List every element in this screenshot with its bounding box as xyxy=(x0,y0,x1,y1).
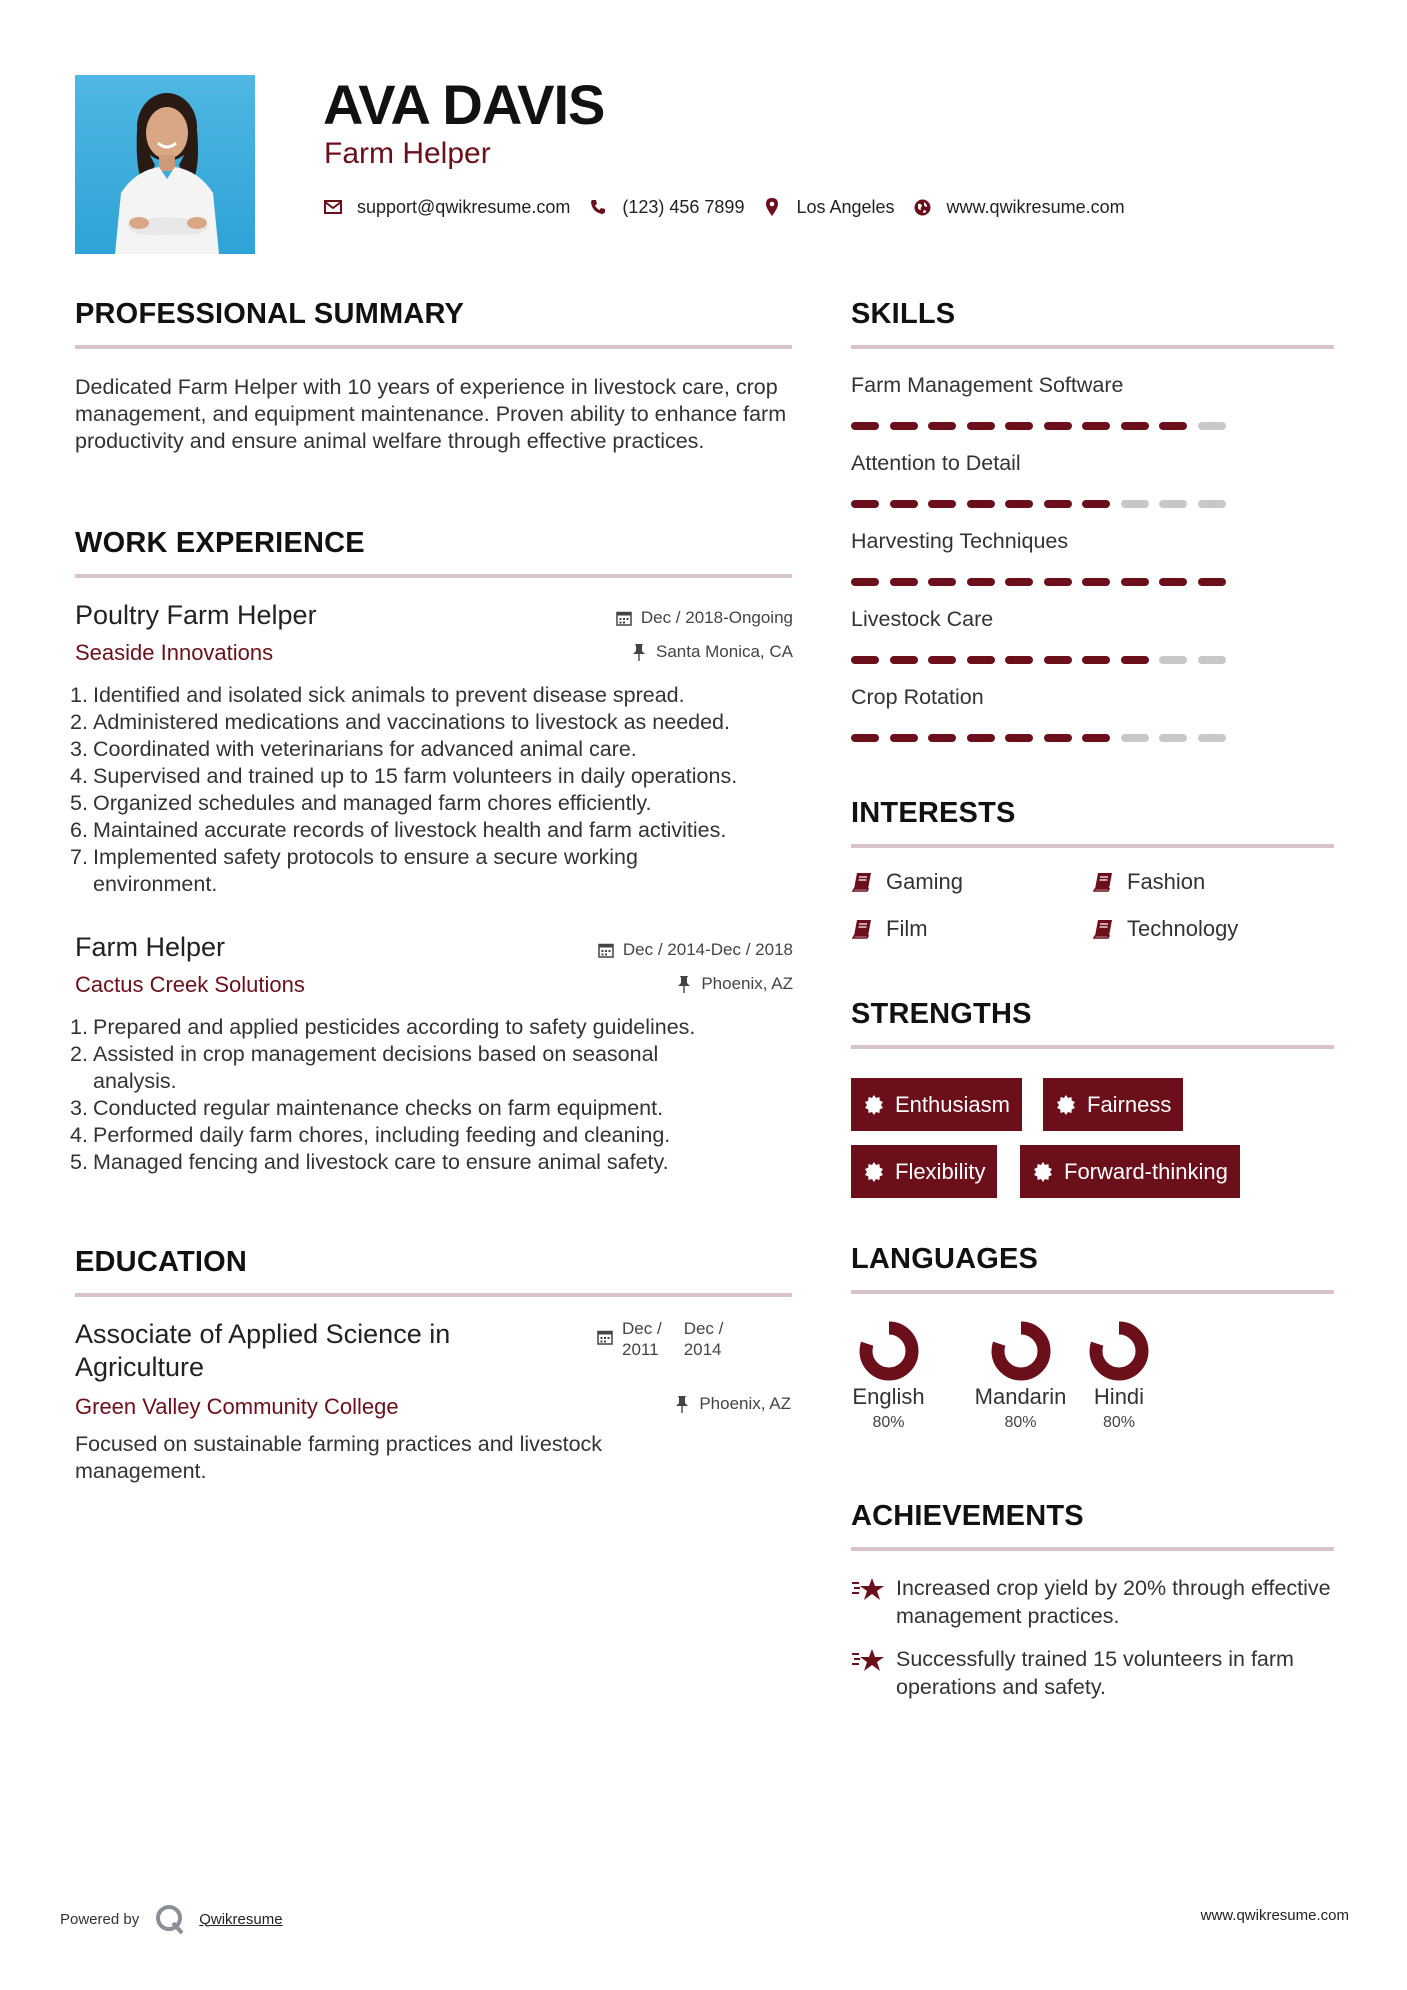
job-date xyxy=(615,608,793,628)
skill-name: Attention to Detail xyxy=(851,451,1021,475)
skill-segment-filled xyxy=(851,422,879,430)
interest-item: Technology xyxy=(1092,916,1238,942)
experience-heading: WORK EXPERIENCE xyxy=(75,527,365,559)
bullet-item: 2. Administered medications and vaccinations to livestock as needed. xyxy=(70,710,730,734)
job-title: Poultry Farm Helper xyxy=(75,600,317,630)
skill-segment-filled xyxy=(928,500,956,508)
skill-segment-empty xyxy=(1159,500,1187,508)
contact-website[interactable] xyxy=(913,197,1125,218)
pushpin-icon xyxy=(675,975,693,993)
bullet-item: 3. Coordinated with veterinarians for advanced animal care. xyxy=(70,737,637,761)
footer-website[interactable]: www.qwikresume.com xyxy=(1200,1907,1349,1924)
interests-divider xyxy=(851,844,1334,848)
skill-segment-filled xyxy=(1044,734,1072,742)
language-item: English 80% xyxy=(851,1320,926,1432)
summary-divider xyxy=(75,345,792,349)
bullet-item: 2. Assisted in crop management decisions based on seasonal analysis. xyxy=(70,1042,659,1093)
contact-phone[interactable] xyxy=(588,197,744,218)
skill-name: Crop Rotation xyxy=(851,685,984,709)
skill-segment-filled xyxy=(1044,500,1072,508)
pushpin-icon xyxy=(673,1395,691,1413)
skill-segment-filled xyxy=(890,578,918,586)
achievement-item: Increased crop yield by 20% through effective management practices. xyxy=(851,1574,1341,1630)
bullet-item: 7. Implemented safety protocols to ensure a secure working environment. xyxy=(70,845,638,896)
job-title: Farm Helper xyxy=(75,932,226,962)
powered-by-label: Powered by xyxy=(60,1910,140,1928)
interests-heading: INTERESTS xyxy=(851,797,1016,829)
strength-badge: Forward-thinking xyxy=(1020,1145,1240,1198)
book-icon xyxy=(1092,871,1114,893)
skill-segment-filled xyxy=(1005,500,1033,508)
candidate-name: AVA DAVIS xyxy=(323,73,605,136)
bullet-item: 3. Conducted regular maintenance checks on farm equipment. xyxy=(70,1096,664,1120)
bullet-item: 5. Organized schedules and managed farm chores efficiently. xyxy=(70,791,652,815)
skill-segment-filled xyxy=(890,422,918,430)
skill-rating-bar xyxy=(851,500,1236,508)
skill-segment-filled xyxy=(1082,500,1110,508)
skill-name: Farm Management Software xyxy=(851,373,1124,397)
job-bullets xyxy=(70,1014,793,1176)
location-text: Los Angeles xyxy=(796,196,895,217)
calendar-icon xyxy=(615,609,633,627)
language-item: Mandarin 80% xyxy=(968,1320,1073,1432)
map-pin-icon xyxy=(762,197,782,217)
skill-segment-filled xyxy=(1005,578,1033,586)
education-degree: Associate of Applied Science in Agriculture xyxy=(75,1319,451,1382)
skill-rating-bar xyxy=(851,656,1236,664)
bullet-item: 4. Supervised and trained up to 15 farm volunteers in daily operations. xyxy=(70,764,738,788)
skill-segment-filled xyxy=(1044,656,1072,664)
interest-item: Fashion xyxy=(1092,869,1205,895)
skill-segment-filled xyxy=(1082,656,1110,664)
contact-email[interactable] xyxy=(323,197,570,218)
job-date-text: Dec / 2018-Ongoing xyxy=(640,608,793,627)
skill-segment-filled xyxy=(1005,422,1033,430)
skill-segment-empty xyxy=(1159,656,1187,664)
summary-heading: PROFESSIONAL SUMMARY xyxy=(75,298,465,330)
education-location-text: Phoenix, AZ xyxy=(699,1394,791,1413)
contact-location xyxy=(762,197,894,218)
email-text: support@qwikresume.com xyxy=(357,196,571,217)
education-school: Green Valley Community College xyxy=(75,1394,399,1419)
languages-divider xyxy=(851,1290,1334,1294)
skill-rating-bar xyxy=(851,734,1236,742)
strengths-heading: STRENGTHS xyxy=(851,998,1032,1030)
summary-text: Dedicated Farm Helper with 10 years of experience in livestock care, crop management, and equipment maintenance. Proven ability to enhance farm productivity and ensure animal welfare through effective practices. xyxy=(75,375,787,453)
skill-segment-filled xyxy=(890,734,918,742)
skills-heading: SKILLS xyxy=(851,298,956,330)
calendar-icon xyxy=(597,941,615,959)
language-progress-ring xyxy=(1088,1320,1150,1382)
job-company: Seaside Innovations xyxy=(75,640,274,665)
star-award-icon xyxy=(851,1645,885,1675)
job-company: Cactus Creek Solutions xyxy=(75,972,305,997)
skill-segment-empty xyxy=(1159,734,1187,742)
interest-item: Gaming xyxy=(851,869,963,895)
language-item: Hindi 80% xyxy=(1088,1320,1150,1432)
skill-segment-empty xyxy=(1198,656,1226,664)
skill-segment-filled xyxy=(967,656,995,664)
bullet-item: 1. Prepared and applied pesticides according to safety guidelines. xyxy=(70,1015,696,1039)
job-bullets xyxy=(70,682,793,898)
skill-segment-filled xyxy=(1159,578,1187,586)
education-date xyxy=(596,1318,745,1360)
skill-rating-bar xyxy=(851,422,1236,430)
envelope-icon xyxy=(323,197,343,217)
book-icon xyxy=(851,918,873,940)
skill-segment-filled xyxy=(1121,422,1149,430)
skill-segment-empty xyxy=(1198,422,1226,430)
education-start-date: Dec / 2011 xyxy=(622,1319,662,1359)
pushpin-icon xyxy=(630,643,648,661)
skill-segment-filled xyxy=(1005,734,1033,742)
skill-segment-empty xyxy=(1198,500,1226,508)
badge-icon xyxy=(1032,1161,1054,1183)
bullet-item: 5. Managed fencing and livestock care to ensure animal safety. xyxy=(70,1150,669,1174)
skill-segment-filled xyxy=(967,500,995,508)
achievements-divider xyxy=(851,1547,1334,1551)
education-description: Focused on sustainable farming practices and livestock management. xyxy=(75,1432,603,1483)
job-location xyxy=(675,974,793,994)
experience-divider xyxy=(75,574,792,578)
achievement-item: Successfully trained 15 volunteers in farm operations and safety. xyxy=(851,1645,1341,1701)
education-divider xyxy=(75,1293,792,1297)
job-location xyxy=(630,642,793,662)
skill-segment-filled xyxy=(1082,578,1110,586)
strengths-divider xyxy=(851,1045,1334,1049)
job-date-text: Dec / 2014-Dec / 2018 xyxy=(622,940,793,959)
skill-segment-filled xyxy=(1005,656,1033,664)
profile-photo xyxy=(75,75,255,254)
skill-segment-filled xyxy=(1121,578,1149,586)
skill-segment-empty xyxy=(1121,500,1149,508)
interest-item: Film xyxy=(851,916,928,942)
skill-segment-filled xyxy=(928,656,956,664)
education-end-date: Dec / 2014 xyxy=(683,1319,724,1359)
candidate-title: Farm Helper xyxy=(324,137,491,170)
calendar-icon xyxy=(596,1328,614,1346)
job-entry xyxy=(70,600,793,900)
skill-segment-filled xyxy=(890,500,918,508)
achievements-heading: ACHIEVEMENTS xyxy=(851,1500,1084,1532)
skill-segment-filled xyxy=(851,578,879,586)
bullet-item: 4. Performed daily farm chores, including feeding and cleaning. xyxy=(70,1123,671,1147)
languages-heading: LANGUAGES xyxy=(851,1243,1039,1275)
skill-segment-empty xyxy=(1198,734,1226,742)
skill-segment-filled xyxy=(890,656,918,664)
phone-text: (123) 456 7899 xyxy=(622,196,745,217)
education-heading: EDUCATION xyxy=(75,1246,248,1278)
skill-segment-filled xyxy=(1082,422,1110,430)
skill-segment-filled xyxy=(1082,734,1110,742)
skill-segment-filled xyxy=(928,422,956,430)
skill-segment-filled xyxy=(967,734,995,742)
qwikresume-logo-icon xyxy=(153,1902,187,1936)
skill-segment-filled xyxy=(928,734,956,742)
star-award-icon xyxy=(851,1574,885,1604)
badge-icon xyxy=(863,1161,885,1183)
website-text: www.qwikresume.com xyxy=(946,196,1125,217)
education-location xyxy=(673,1394,791,1414)
bullet-item: 1. Identified and isolated sick animals to prevent disease spread. xyxy=(70,683,685,707)
skill-segment-filled xyxy=(851,656,879,664)
skill-segment-filled xyxy=(928,578,956,586)
badge-icon xyxy=(1055,1094,1077,1116)
skill-segment-filled xyxy=(1044,578,1072,586)
skill-rating-bar xyxy=(851,578,1236,586)
phone-icon xyxy=(588,197,608,217)
strength-badge: Fairness xyxy=(1043,1078,1183,1131)
job-location-text: Santa Monica, CA xyxy=(655,642,793,661)
skill-segment-empty xyxy=(1121,734,1149,742)
bullet-item: 6. Maintained accurate records of livestock health and farm activities. xyxy=(70,818,727,842)
language-progress-ring xyxy=(858,1320,920,1382)
skill-segment-filled xyxy=(967,422,995,430)
skill-segment-filled xyxy=(851,734,879,742)
job-entry xyxy=(70,932,793,1192)
globe-icon xyxy=(913,197,933,217)
skill-segment-filled xyxy=(967,578,995,586)
footer-branding xyxy=(60,1902,283,1936)
skill-segment-filled xyxy=(1121,656,1149,664)
strength-badge: Flexibility xyxy=(851,1145,997,1198)
qwikresume-link[interactable]: Qwikresume xyxy=(199,1910,283,1928)
skill-name: Livestock Care xyxy=(851,607,994,631)
contact-row xyxy=(323,194,1143,220)
badge-icon xyxy=(863,1094,885,1116)
book-icon xyxy=(1092,918,1114,940)
skill-segment-filled xyxy=(1159,422,1187,430)
job-location-text: Phoenix, AZ xyxy=(701,974,793,993)
skill-segment-filled xyxy=(851,500,879,508)
skills-divider xyxy=(851,345,1334,349)
skill-name: Harvesting Techniques xyxy=(851,529,1069,553)
job-date xyxy=(597,940,793,960)
language-progress-ring xyxy=(990,1320,1052,1382)
skill-segment-filled xyxy=(1198,578,1226,586)
book-icon xyxy=(851,871,873,893)
strength-badge: Enthusiasm xyxy=(851,1078,1022,1131)
skill-segment-filled xyxy=(1044,422,1072,430)
